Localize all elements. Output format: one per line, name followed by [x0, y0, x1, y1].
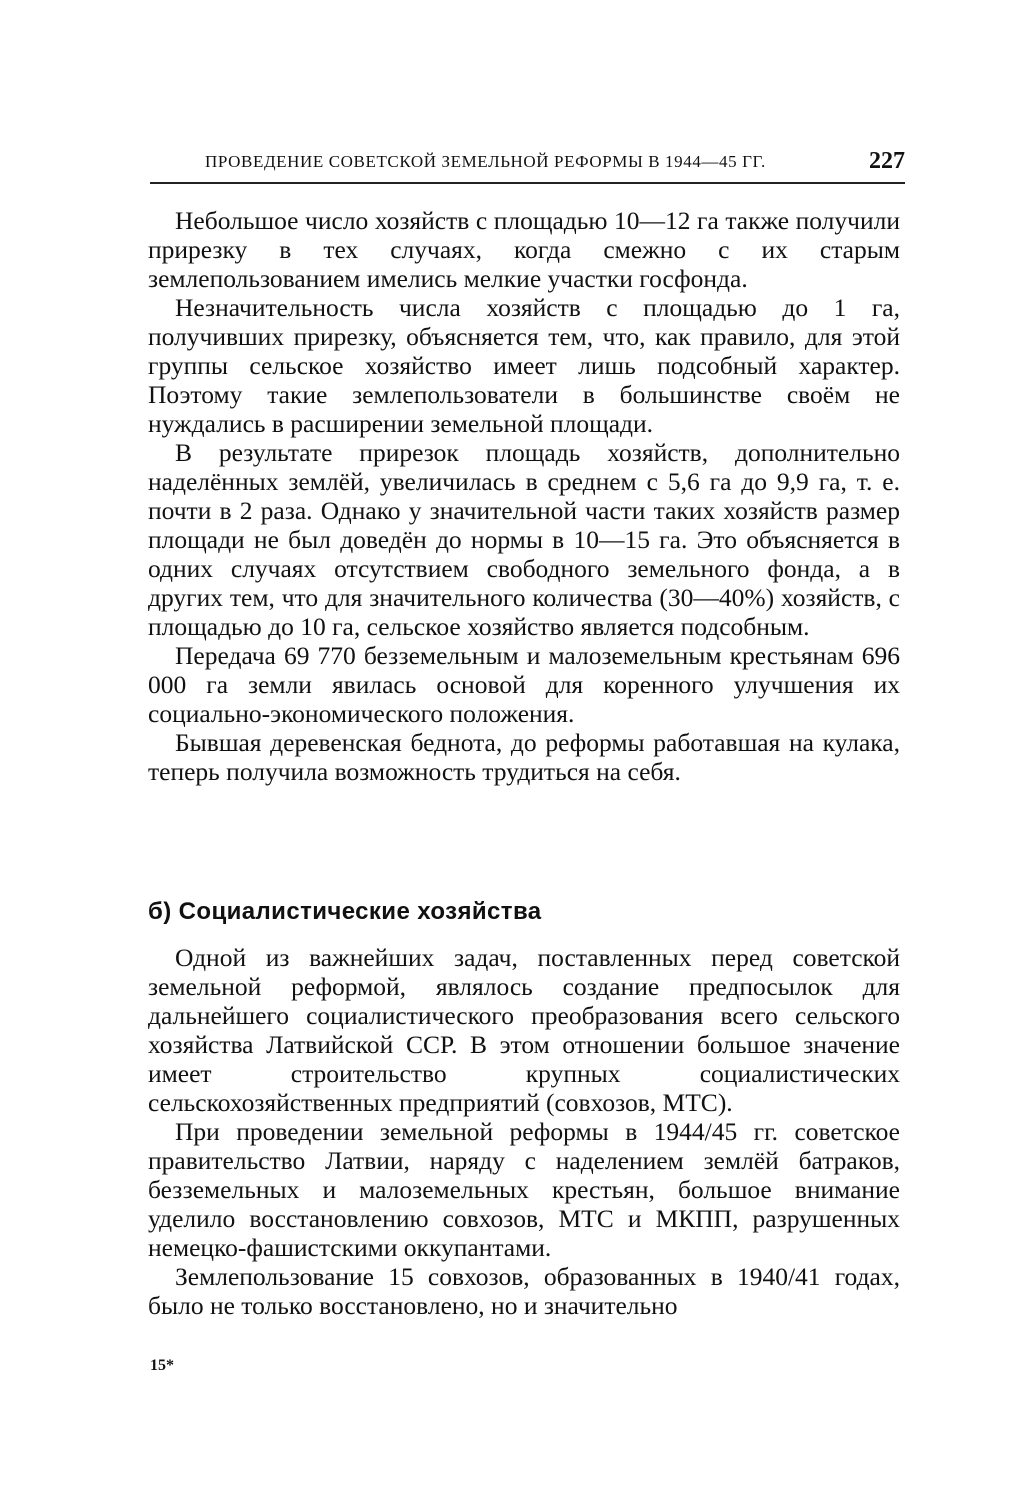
page-number: 227 [869, 148, 905, 174]
running-head [150, 148, 905, 184]
paragraph: В результате прирезок площадь хозяйств, дополнительно наделённых землёй, увеличилась в среднем с 5,6 га до 9,9 га, т. е. почти в 2 раза. Однако у значительной части таких хозяйств размер площади не был доведён до нормы в 10—15 га. Это объясняется в одних случаях отсутствием свободного земельного фонда, а в других тем, что для значительного количества (30—40%) хозяйств, с площадью до 10 га, сельское хозяйство является подсобным. [148, 438, 900, 641]
paragraph: Небольшое число хозяйств с площадью 10—12 га также получили прирезку в тех случаях, когда смежно с их старым землепользованием имелись мелкие участки госфонда. [148, 206, 900, 293]
paragraph: Землепользование 15 совхозов, образованных в 1940/41 годах, было не только восстановлено, но и значительно [148, 1262, 900, 1320]
paragraph: Бывшая деревенская беднота, до реформы работавшая на кулака, теперь получила возможность трудиться на себя. [148, 728, 900, 786]
paragraph: Передача 69 770 безземельным и малоземельным крестьянам 696 000 га земли явилась основой для коренного улучшения их социально-экономического положения. [148, 641, 900, 728]
running-head-title: ПРОВЕДЕНИЕ СОВЕТСКОЙ ЗЕМЕЛЬНОЙ РЕФОРМЫ В 1944—45 ГГ. [205, 152, 766, 171]
paragraph: При проведении земельной реформы в 1944/45 гг. советское правительство Латвии, наряду с наделением землёй батраков, безземельных и малоземельных крестьян, большое внимание уделило восстановлению совхозов, МТС и МКПП, разрушенных немецко-фашистскими оккупантами. [148, 1117, 900, 1262]
paragraph: Одной из важнейших задач, поставленных перед советской земельной реформой, являлось создание предпосылок для дальнейшего социалистического преобразования всего сельского хозяйства Латвийской ССР. В этом отношении большое значение имеет строительство крупных социалистических сельскохозяйственных предприятий (совхозов, МТС). [148, 943, 900, 1117]
body-text [148, 206, 900, 786]
signature-mark: 15* [150, 1357, 174, 1374]
section-body-text [148, 943, 900, 1320]
paragraph: Незначительность числа хозяйств с площадью до 1 га, получивших прирезку, объясняется тем, что, как правило, для этой группы сельское хозяйство имеет лишь подсобный характер. Поэтому такие землепользователи в большинстве своём не нуждались в расширении земельной площади. [148, 293, 900, 438]
section-heading: б) Социалистические хозяйства [148, 898, 542, 925]
